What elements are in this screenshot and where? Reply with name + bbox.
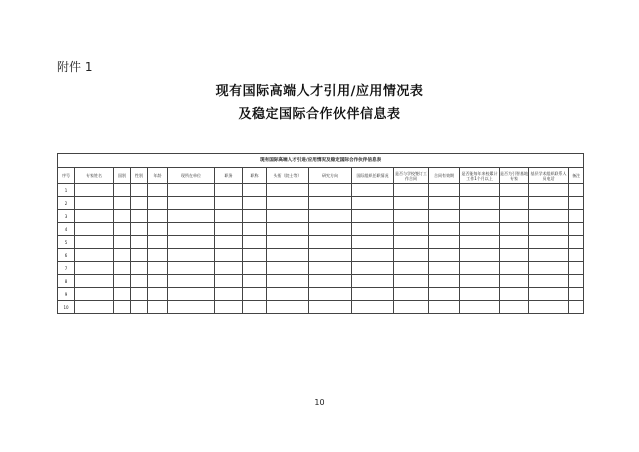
table-header-cell: 现所在单位 [168,168,215,184]
table-cell [243,223,267,236]
table-cell [243,210,267,223]
table-cell [114,236,131,249]
table-caption: 现有国际高端人才引进/应用情况及稳定国际合作伙伴信息表 [58,154,584,168]
table-cell [148,249,168,262]
table-cell [114,184,131,197]
table-cell [569,197,584,210]
table-cell [500,249,529,262]
row-number-cell: 10 [58,301,75,314]
table-cell [309,210,352,223]
table-cell [114,249,131,262]
table-cell [429,197,460,210]
table-cell [131,184,148,197]
page-title-line-2: 及稳定国际合作伙伴信息表 [238,107,401,122]
row-number-cell: 7 [58,262,75,275]
table-cell [75,210,114,223]
table-cell [394,184,429,197]
table-cell [500,223,529,236]
table-cell [267,210,309,223]
table-cell [500,275,529,288]
table-body [58,184,584,314]
table-header-cell: 是否与学校签订工作合同 [394,168,429,184]
table-cell [394,288,429,301]
row-number-cell: 6 [58,249,75,262]
table-cell [75,275,114,288]
table-cell [309,197,352,210]
table-cell [267,223,309,236]
table-cell [460,223,500,236]
table-cell [243,197,267,210]
table-cell [569,301,584,314]
table-cell [215,288,243,301]
table-cell [148,262,168,275]
table-cell [243,288,267,301]
table-cell [215,249,243,262]
table-header-cell: 合同有效期 [429,168,460,184]
page-number: 10 [314,398,325,407]
table-cell [352,275,394,288]
table-cell [460,184,500,197]
table-cell [529,236,569,249]
table-cell [309,249,352,262]
table-cell [243,236,267,249]
table-cell [215,262,243,275]
table-cell [215,197,243,210]
table-cell [352,210,394,223]
table-cell [394,249,429,262]
table-cell [131,301,148,314]
table-cell [529,275,569,288]
table-cell [267,197,309,210]
table-cell [429,275,460,288]
table-cell [243,301,267,314]
table-cell [131,210,148,223]
table-cell [168,288,215,301]
row-number-cell: 5 [58,236,75,249]
table-header-cell: 性别 [131,168,148,184]
table-cell [569,262,584,275]
annex-label: 附件 1 [57,60,93,74]
table-cell [352,223,394,236]
table-header-cell: 年龄 [148,168,168,184]
table-cell [75,184,114,197]
table-cell [131,249,148,262]
table-cell [75,301,114,314]
table-cell [529,223,569,236]
table-cell [394,223,429,236]
table-cell [243,249,267,262]
table-cell [215,184,243,197]
table-cell [569,288,584,301]
table-cell [267,184,309,197]
table-cell [500,301,529,314]
table-cell [267,288,309,301]
table-cell [352,184,394,197]
table-cell [131,197,148,210]
table-cell [569,184,584,197]
table-cell [460,262,500,275]
table-header-cell: 是否为引智基地专家 [500,168,529,184]
table-cell [429,288,460,301]
table-cell [168,249,215,262]
table-cell [267,236,309,249]
table-cell [114,275,131,288]
table-cell [131,288,148,301]
table-cell [394,197,429,210]
table-row [58,249,584,262]
table-header-cell: 是否能每年来校累计工作1个月以上 [460,168,500,184]
row-number-cell: 9 [58,288,75,301]
table-cell [460,197,500,210]
table-cell [394,301,429,314]
table-cell [500,197,529,210]
table-cell [243,275,267,288]
row-number-cell: 4 [58,223,75,236]
table-cell [529,301,569,314]
table-cell [500,210,529,223]
table-header-cell: 基层学术组织联系人员电话 [529,168,569,184]
table-cell [429,301,460,314]
table-cell [168,223,215,236]
table-header-cell: 职称 [243,168,267,184]
table-row [58,275,584,288]
table-cell [429,236,460,249]
table-cell [75,236,114,249]
table-cell [75,262,114,275]
table-cell [243,262,267,275]
table-header-cell: 研究方向 [309,168,352,184]
table-cell [215,236,243,249]
table-cell [131,275,148,288]
table-cell [267,301,309,314]
table-cell [148,210,168,223]
table-cell [75,249,114,262]
table-cell [529,249,569,262]
table-header-cell: 头衔（院士等） [267,168,309,184]
row-number-cell: 8 [58,275,75,288]
table-cell [75,197,114,210]
table-cell [309,288,352,301]
table-cell [529,210,569,223]
table-cell [309,223,352,236]
table-cell [460,275,500,288]
table-row [58,301,584,314]
table-cell [529,197,569,210]
table-cell [394,210,429,223]
table-cell [529,184,569,197]
table-cell [352,262,394,275]
table-cell [148,288,168,301]
table-cell [352,249,394,262]
table-row [58,223,584,236]
table-cell [148,197,168,210]
table-cell [569,210,584,223]
table-cell [267,262,309,275]
table-header-cell: 国际组织任职情况 [352,168,394,184]
table-cell [569,223,584,236]
row-number-cell: 1 [58,184,75,197]
table-cell [114,223,131,236]
table-cell [148,184,168,197]
table-cell [394,275,429,288]
table-cell [114,210,131,223]
table-cell [569,249,584,262]
table-cell [429,210,460,223]
table-row [58,197,584,210]
table-cell [148,236,168,249]
table-cell [500,288,529,301]
table-cell [394,236,429,249]
table-cell [114,288,131,301]
table-cell [168,262,215,275]
table-cell [429,184,460,197]
table-row [58,288,584,301]
table-cell [267,249,309,262]
table-cell [168,197,215,210]
table-cell [429,249,460,262]
table-cell [529,288,569,301]
table-cell [309,262,352,275]
table-cell [352,301,394,314]
table-cell [429,223,460,236]
table-cell [429,262,460,275]
table-cell [75,288,114,301]
table-header-cell: 备注 [569,168,584,184]
table-cell [168,236,215,249]
row-number-cell: 3 [58,210,75,223]
table-cell [148,223,168,236]
info-table [57,153,584,314]
table-cell [460,301,500,314]
info-table-container [57,153,583,314]
table-row [58,210,584,223]
table-header-cell: 专家姓名 [75,168,114,184]
table-cell [394,262,429,275]
table-header-row [58,168,584,184]
table-cell [309,236,352,249]
table-cell [529,262,569,275]
page-title-line-1: 现有国际高端人才引用/应用情况表 [215,84,424,99]
table-row [58,262,584,275]
table-cell [352,236,394,249]
table-cell [267,275,309,288]
table-header-cell: 国别 [114,168,131,184]
table-cell [500,184,529,197]
table-row [58,184,584,197]
table-cell [243,184,267,197]
table-cell [131,223,148,236]
table-cell [569,275,584,288]
table-cell [215,210,243,223]
table-row [58,236,584,249]
table-cell [352,197,394,210]
table-cell [114,197,131,210]
table-cell [215,275,243,288]
table-cell [309,184,352,197]
table-cell [75,223,114,236]
table-cell [569,236,584,249]
table-header-cell: 职务 [215,168,243,184]
table-cell [215,223,243,236]
table-cell [148,301,168,314]
table-cell [131,236,148,249]
table-cell [460,236,500,249]
table-cell [168,184,215,197]
row-number-cell: 2 [58,197,75,210]
table-cell [131,262,148,275]
table-cell [460,210,500,223]
table-cell [460,249,500,262]
table-cell [168,301,215,314]
table-cell [352,288,394,301]
table-cell [460,288,500,301]
table-cell [215,301,243,314]
table-cell [309,275,352,288]
table-cell [114,262,131,275]
table-cell [168,210,215,223]
table-cell [500,236,529,249]
table-cell [500,262,529,275]
table-cell [309,301,352,314]
table-header-cell: 序号 [58,168,75,184]
table-cell [114,301,131,314]
table-cell [168,275,215,288]
table-cell [148,275,168,288]
